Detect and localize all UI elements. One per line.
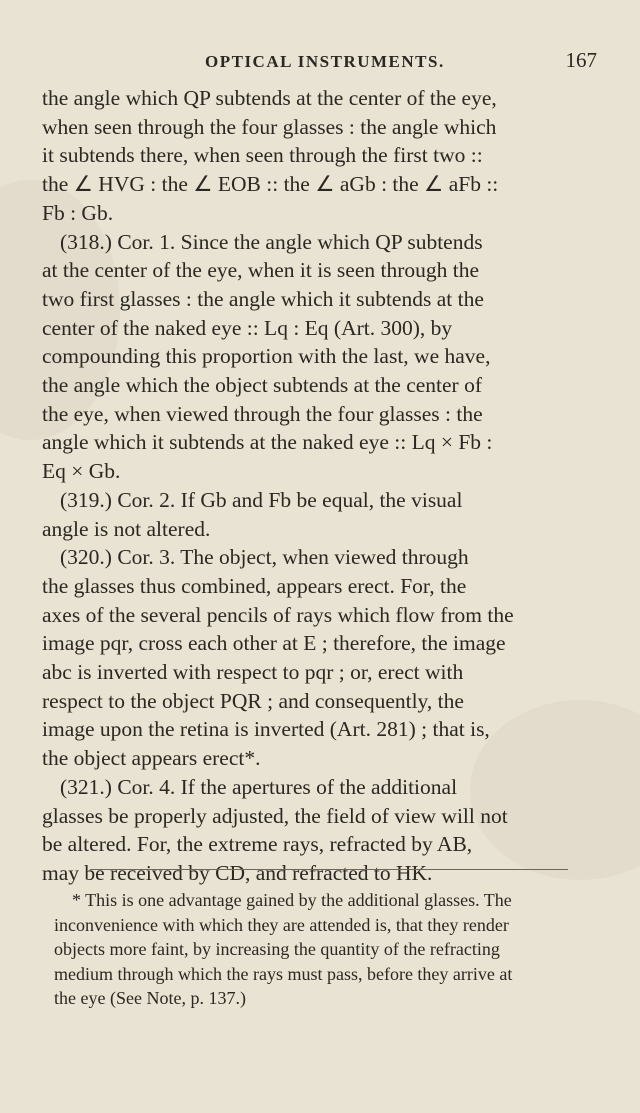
footnote-line: * This is one advantage gained by the additional glasses. The <box>72 890 512 910</box>
paragraph-318-start: (318.) Cor. 1. Since the angle which QP subtends <box>60 229 483 254</box>
running-header <box>205 48 625 78</box>
footnote-line: medium through which the rays must pass, before they arrive at <box>54 963 513 984</box>
text-line: angle which it subtends at the naked eye :: Lq × Fb : <box>42 430 493 455</box>
text-line: angle is not altered. <box>42 516 211 541</box>
text-line: image upon the retina is inverted (Art. 281) ; that is, <box>42 717 490 742</box>
text-line: the angle which the object subtends at the center of <box>42 373 482 398</box>
footnote-line: objects more faint, by increasing the quantity of the refracting <box>54 939 500 960</box>
text-line: axes of the several pencils of rays which flow from the <box>42 602 514 627</box>
paragraph-319-start: (319.) Cor. 2. If Gb and Fb be equal, the visual <box>60 487 463 512</box>
text-line: the ∠ HVG : the ∠ EOB :: the ∠ aGb : the ∠ aFb :: <box>42 172 499 197</box>
text-line: two first glasses : the angle which it subtends at the <box>42 286 484 311</box>
text-line: compounding this proportion with the last, we have, <box>42 344 491 369</box>
text-line: abc is inverted with respect to pqr ; or, erect with <box>42 660 464 685</box>
text-line: at the center of the eye, when it is seen through the <box>42 258 480 283</box>
text-line: Fb : Gb. <box>42 200 114 225</box>
footnote-divider <box>90 869 568 870</box>
footnote-line: inconvenience with which they are attended is, that they render <box>54 914 509 935</box>
paragraph-320-start: (320.) Cor. 3. The object, when viewed through <box>60 545 469 570</box>
paragraph-321-start: (321.) Cor. 4. If the apertures of the additional <box>60 774 458 799</box>
text-line: the glasses thus combined, appears erect. For, the <box>42 573 467 598</box>
text-line: it subtends there, when seen through the first two :: <box>42 143 483 168</box>
text-line: respect to the object PQR ; and consequently, the <box>42 688 464 713</box>
text-line: image pqr, cross each other at E ; therefore, the image <box>42 631 506 656</box>
text-line: the eye, when viewed through the four glasses : the <box>42 401 483 426</box>
body-text <box>42 84 612 888</box>
header-title: OPTICAL INSTRUMENTS. <box>205 52 445 71</box>
text-line: the object appears erect*. <box>42 746 261 771</box>
text-line: glasses be properly adjusted, the field of view will not <box>42 803 508 828</box>
text-line: be altered. For, the extreme rays, refracted by AB, <box>42 832 473 857</box>
text-line: center of the naked eye :: Lq : Eq (Art. 300), by <box>42 315 453 340</box>
text-line: when seen through the four glasses : the angle which <box>42 114 497 139</box>
text-line: the angle which QP subtends at the center of the eye, <box>42 86 497 110</box>
page-number: 167 <box>565 48 597 72</box>
text-line: may be received by CD, and refracted to HK. <box>42 860 433 885</box>
footnote-line: the eye (See Note, p. 137.) <box>54 988 246 1009</box>
footnote <box>54 888 614 1011</box>
text-line: Eq × Gb. <box>42 459 121 484</box>
